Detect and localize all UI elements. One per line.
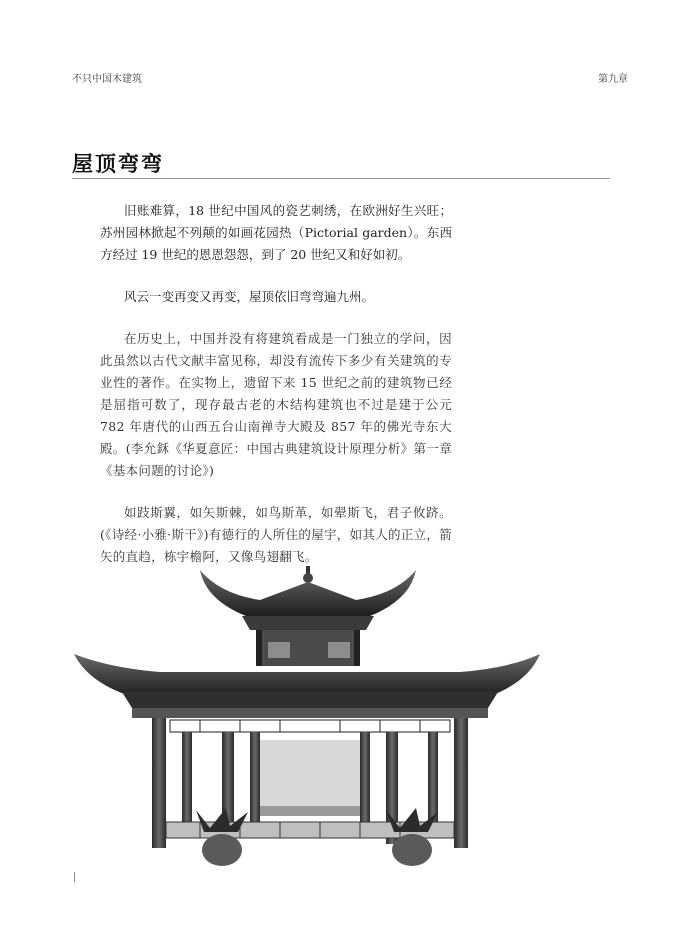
title-divider bbox=[72, 178, 610, 179]
chapter-label: 第九章 bbox=[598, 74, 628, 85]
crop-mark bbox=[74, 872, 75, 882]
running-header bbox=[72, 70, 628, 85]
pavilion-illustration bbox=[70, 560, 550, 880]
quote-paragraph: 在历史上，中国并没有将建筑看成是一门独立的学问，因此虽然以古代文献丰富见称，却没有流传下多少有关建筑的专业性的著作。在实物上，遗留下来 15 世纪之前的建筑物已经是屈指可数了，现存最古老的木结构建筑也不过是建于公元 782 年唐代的山西五台山南禅寺大殿及 857 年的佛光寺东大殿。(李允鉌《华夏意匠：中国古典建筑设计原理分析》第一章《基本问题的讨论》) bbox=[100, 331, 452, 478]
roof-finial bbox=[303, 566, 313, 583]
quote-paragraph: 如跂斯翼，如矢斯棘，如鸟斯革，如翚斯飞，君子攸跻。(《诗经·小雅·斯干》)有德行的人所住的屋宇，如其人的正立，箭矢的直趋，栋宇檐阿，又像鸟翅翻飞。 bbox=[100, 505, 453, 564]
body-text bbox=[100, 200, 452, 588]
paragraph: 风云一变再变又再变，屋顶依旧弯弯遍九州。 bbox=[124, 289, 375, 304]
section-title: 屋顶弯弯 bbox=[72, 151, 164, 176]
book-title: 不只中国木建筑 bbox=[72, 74, 142, 85]
paragraph: 旧账难算，18 世纪中国风的瓷艺刺绣，在欧洲好生兴旺；苏州园林掀起不列颠的如画花园热（Pictorial garden）。东西方经过 19 世纪的恩恩怨怨，到了 20 世纪又和好如初。 bbox=[100, 203, 452, 262]
lattice-frieze bbox=[170, 720, 450, 732]
